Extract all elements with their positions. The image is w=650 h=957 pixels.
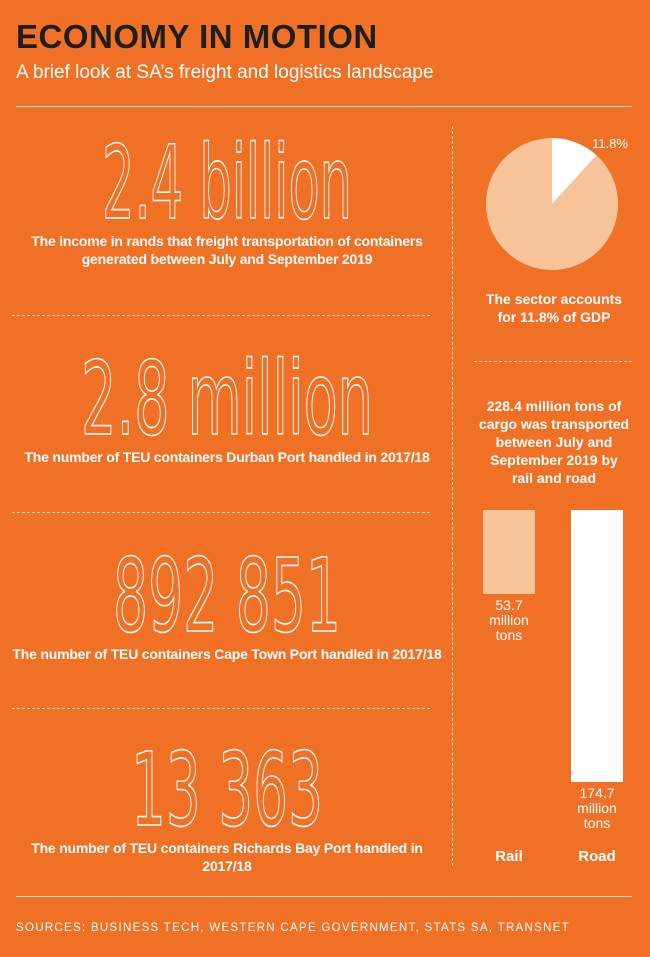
cargo-caption-line-3: between July and [495, 434, 613, 450]
stat-cape-town-value [12, 535, 442, 645]
svg-text:13 363: 13 363 [131, 731, 323, 839]
bottom-divider [16, 896, 632, 897]
page-subtitle: A brief look at SA’s freight and logistics landscape [16, 62, 434, 83]
stat-income-caption-line-2: generated between July and September 2019 [81, 251, 373, 267]
pie-caption-line-1: The sector accounts [485, 291, 623, 307]
bar-category-rail: Rail [495, 848, 523, 865]
stat-cape-town-caption: The number of TEU containers Cape Town Port handled in 2017/18 [12, 646, 442, 662]
cargo-caption-line-5: rail and road [511, 470, 597, 486]
stat-richards-bay [12, 729, 442, 875]
cargo-bar-chart [470, 510, 640, 850]
cargo-caption-line-4: September 2019 by [490, 452, 618, 468]
svg-text:2.8 million: 2.8 million [81, 340, 373, 448]
cargo-caption-line-1: 228.4 million tons of [486, 398, 622, 414]
bar-rail-value-label [474, 598, 544, 643]
bar-rail-unit-1: million [489, 611, 529, 628]
stat-durban-value [12, 338, 442, 448]
stat-cape-town [12, 535, 442, 663]
stat-income-caption-line-1: The income in rands that freight transportation of containers [31, 233, 423, 249]
pie-slice-label: 11.8% [592, 136, 628, 151]
pie-caption-line-2: for 11.8% of GDP [497, 309, 611, 325]
bar-rail-value: 53.7 [495, 596, 523, 613]
stat-income [12, 122, 442, 268]
stat-income-value [12, 122, 442, 232]
stat-durban-caption: The number of TEU containers Durban Port handled in 2017/18 [24, 449, 430, 465]
stat-richards-bay-value [12, 729, 442, 839]
divider-3 [12, 708, 430, 709]
bar-rail [483, 510, 535, 594]
top-divider [16, 106, 632, 107]
bar-road-unit-1: million [577, 800, 617, 816]
cargo-caption [466, 397, 642, 487]
sources-footer: SOURCES: BUSINESS TECH, WESTERN CAPE GOVERNMENT, STATS SA, TRANSNET [16, 922, 570, 934]
page-title: ECONOMY IN MOTION [16, 18, 378, 55]
column-divider [452, 126, 453, 866]
bar-road-value-label [562, 786, 632, 831]
bar-road-value: 174.7 [579, 785, 615, 801]
stat-durban [12, 338, 442, 466]
divider-1 [12, 315, 430, 316]
bar-rail-unit-2: tons [495, 626, 523, 643]
gdp-pie-chart [484, 136, 620, 272]
stat-richards-bay-caption: The number of TEU containers Richards Bay Port handled in 2017/18 [31, 840, 423, 874]
bar-road [571, 510, 623, 782]
cargo-caption-line-2: cargo was transported [478, 416, 630, 432]
divider-2 [12, 512, 430, 513]
pie-slice-rest [486, 138, 618, 270]
pie-caption [466, 290, 642, 326]
svg-text:892 851: 892 851 [113, 537, 341, 645]
bar-road-unit-2: tons [583, 815, 611, 831]
bar-category-road: Road [578, 848, 616, 865]
divider-right [474, 361, 632, 362]
svg-text:2.4 billion: 2.4 billion [102, 124, 352, 232]
